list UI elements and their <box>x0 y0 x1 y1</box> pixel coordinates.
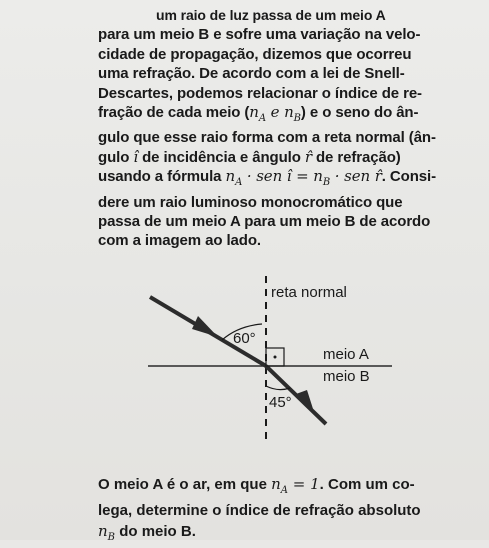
paragraph-line-6-end: ) e o seno do ân- <box>300 104 419 122</box>
paragraph-line-8-a: gulo <box>98 148 134 166</box>
paragraph-line-4: uma refração. De acordo com a lei de Snell- <box>98 65 405 83</box>
paragraph-line-8-b: de incidência e ângulo <box>138 148 305 166</box>
paragraph-line-12: com a imagem ao lado. <box>98 232 261 250</box>
paragraph-line-5: Descartes, podemos relacionar o índice de re- <box>98 84 422 102</box>
snell-formula: $n_A$ · sen î = $n_B$ · sen r̂ <box>225 167 382 189</box>
right-angle-dot <box>274 356 277 359</box>
question-line-1-b: . Com um co- <box>319 476 415 493</box>
medium-a-label: meio A <box>323 346 369 363</box>
paragraph-line-10: dere um raio luminoso monocromático que <box>98 193 403 211</box>
question-line-3 <box>98 521 470 548</box>
refraction-angle-label: 45° <box>269 394 292 411</box>
paragraph-line-6-start: fração de cada meio ( <box>98 104 250 122</box>
math-nB-base: n <box>98 522 108 540</box>
math-nB: $n_B$ <box>98 522 116 543</box>
normal-line-label: reta normal <box>271 284 347 301</box>
question-line-2: lega, determine o índice de refração absoluto <box>98 502 421 519</box>
paragraph-line-7: gulo que esse raio forma com a reta normal (ân- <box>98 129 436 147</box>
paragraph-line-9-b: . Consi- <box>381 168 436 186</box>
paragraph-line-11: passa de um meio A para um meio B de acordo <box>98 213 431 231</box>
incidence-angle-label: 60° <box>233 330 256 347</box>
question-line-1 <box>98 474 470 501</box>
paragraph-line-9-a: usando a fórmula <box>98 168 226 186</box>
math-nA-e-nB: $n_A$ e $n_B$ <box>249 103 301 125</box>
paragraph-line-3: cidade de propagação, dizemos que ocorreu <box>98 45 412 63</box>
medium-b-label: meio B <box>323 368 370 385</box>
refracted-ray-arrowhead <box>296 390 314 412</box>
paragraph-line-8-c: de refração) <box>311 148 401 166</box>
question <box>98 474 470 548</box>
paragraph-line-1: um raio de luz passa de um meio A <box>156 7 386 23</box>
incident-ray-arrowhead <box>192 316 218 337</box>
math-nA-equals-1: $n_A = 1$ <box>271 475 320 496</box>
paragraph-line-2: para um meio B e sofre uma variação na velo- <box>98 26 421 44</box>
math-incidence-angle: î <box>133 147 139 166</box>
question-line-1-a: O meio A é o ar, em que <box>98 476 272 493</box>
math-refraction-angle: r̂ <box>304 147 312 166</box>
question-line-3-b: do meio B. <box>115 523 196 540</box>
